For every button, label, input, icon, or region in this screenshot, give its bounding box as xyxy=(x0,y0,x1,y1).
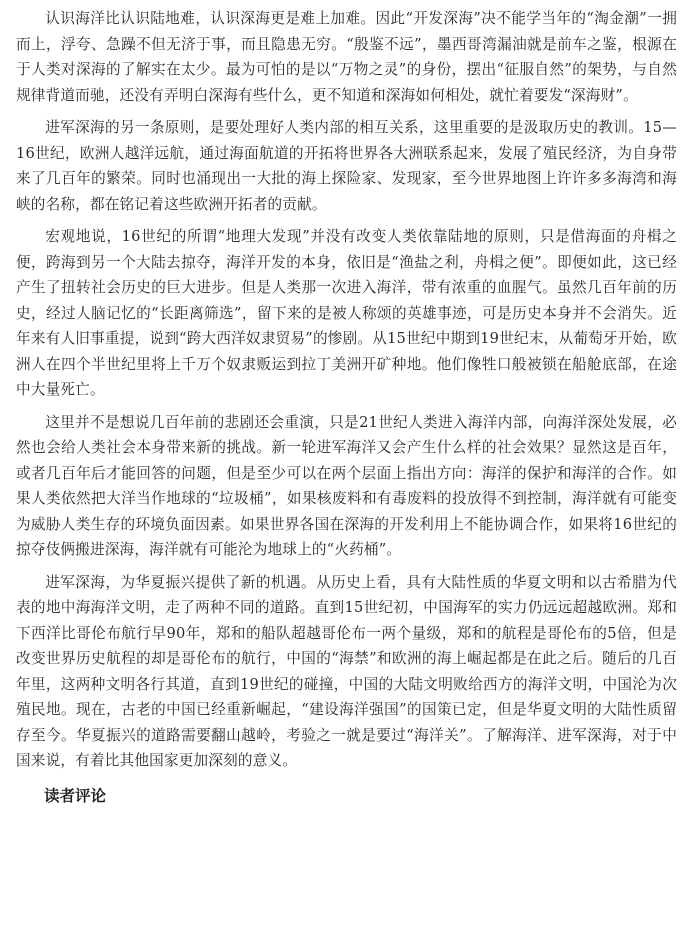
paragraph-5: 进军深海，为华夏振兴提供了新的机遇。从历史上看，具有大陆性质的华夏文明和以古希腊为代表的地中海海洋文明，走了两种不同的道路。直到15世纪初，中国海军的实力仍远远超越欧洲。郑和下西洋比哥伦布航行早90年，郑和的船队超越哥伦布一两个量级，郑和的航程是哥伦布的5倍，但是改变世界历史航程的却是哥伦布的航行，中国的“海禁”和欧洲的海上崛起都是在此之后。随后的几百年里，这两种文明各行其道，直到19世纪的碰撞，中国的大陆文明败给西方的海洋文明，中国沦为次殖民地。现在，古老的中国已经重新崛起，“建设海洋强国”的国策已定，但是华夏文明的大陆性质留存至今。华夏振兴的道路需要翻山越岭，考验之一就是要过“海洋关”。了解海洋、进军深海，对于中国来说，有着比其他国家更加深刻的意义。 xyxy=(16,573,677,769)
paragraph-2: 进军深海的另一条原则，是要处理好人类内部的相互关系，这里重要的是汲取历史的教训。15—16世纪，欧洲人越洋远航，通过海面航道的开拓将世界各大洲联系起来，发展了殖民经济，为自身带来了几百年的繁荣。同时也涌现出一大批的海上探险家、发现家，至今世界地图上许许多多海湾和海峡的名称，都在铭记着这些欧洲开拓者的贡献。 xyxy=(16,119,677,213)
paragraph-1: 认识海洋比认识陆地难，认识深海更是难上加难。因此“开发深海”决不能学当年的“淘金潮”一拥而上，浮夸、急躁不但无济于事，而且隐患无穷。“殷鉴不远”，墨西哥湾漏油就是前车之鉴，根源在于人类对深海的了解实在太少。最为可怕的是以“万物之灵”的身份，摆出“征服自然”的架势，与自然规律背道而驰，还没有弄明白深海有些什么，更不知道和深海如何相处，就忙着要发“深海财”。 xyxy=(16,10,677,104)
paragraph-3: 宏观地说，16世纪的所谓“地理大发现”并没有改变人类依靠陆地的原则，只是借海面的舟楫之便，跨海到另一个大陆去掠夺，海洋开发的本身，依旧是“渔盐之利，舟楫之便”。即便如此，这已经产生了扭转社会历史的巨大进步。但是人类那一次进入海洋，带有浓重的血腥气。虽然几百年前的历史，经过人脑记忆的“长距离筛选”，留下来的是被人称颂的英雄事迹，可是历史本身并不会消失。近年来有人旧事重提，说到“跨大西洋奴隶贸易”的惨剧。从15世纪中期到19世纪末，从葡萄牙开始，欧洲人在四个半世纪里将上千万个奴隶贩运到拉丁美洲开矿种地。他们像牲口般被锁在船舱底部，在途中大量死亡。 xyxy=(16,228,677,398)
section-heading-reader-comments: 读者评论 xyxy=(44,786,107,805)
paragraph-4: 这里并不是想说几百年前的悲剧还会重演，只是21世纪人类进入海洋内部，向海洋深处发展，必然也会给人类社会本身带来新的挑战。新一轮进军海洋又会产生什么样的社会效果？显然这是百年，或者几百年后才能回答的问题，但是至少可以在两个层面上指出方向：海洋的保护和海洋的合作。如果人类依然把大洋当作地球的“垃圾桶”，如果核废料和有毒废料的投放得不到控制，海洋就有可能变为威胁人类生存的环境负面因素。如果世界各国在深海的开发利用上不能协调合作，如果将16世纪的掠夺伎俩搬进深海，海洋就有可能沦为地球上的“火药桶”。 xyxy=(16,413,677,558)
